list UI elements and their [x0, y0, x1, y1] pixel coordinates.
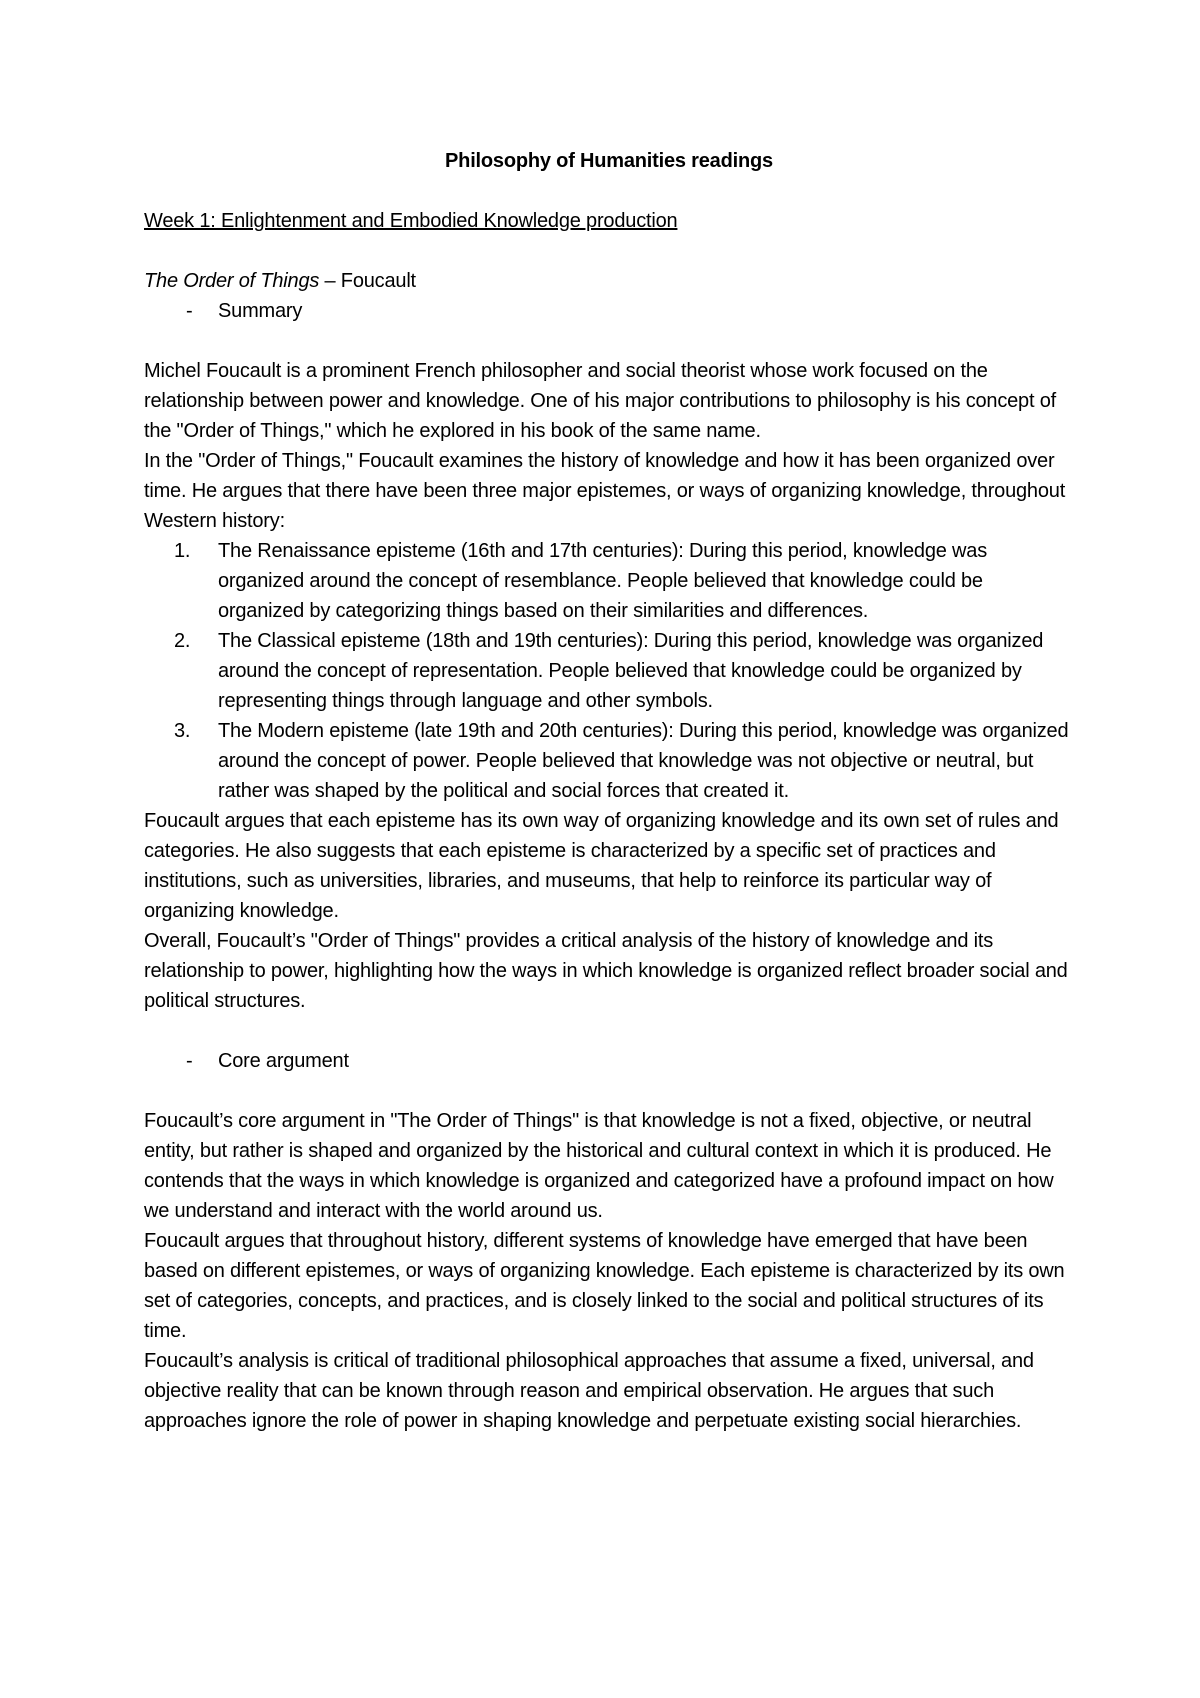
list-number: 3. [174, 720, 191, 742]
summary-paragraph: In the "Order of Things," Foucault examines the history of knowledge and how it has been organized over time. He argues that there have been three major epistemes, or ways of organizing knowledge, throughout Western history: [144, 450, 1066, 532]
reading-title [144, 266, 1074, 296]
summary-paragraph: Foucault argues that each episteme has its own way of organizing knowledge and its own set of rules and categories. He also suggests that each episteme is characterized by a specific set of practices and institutions, such as universities, libraries, and museums, that help to reinforce its particular way of organizing knowledge. [144, 810, 1059, 922]
core-paragraph: Foucault’s analysis is critical of traditional philosophical approaches that assume a fixed, universal, and objective reality that can be known through reason and empirical observation. He argues that such approaches ignore the role of power in shaping knowledge and perpetuate existing social hierarchies. [144, 1350, 1034, 1432]
spacer [144, 326, 1074, 356]
reading-title-italic: The Order of Things [144, 270, 320, 292]
dash-bullet: - [186, 300, 193, 322]
list-number: 2. [174, 630, 191, 652]
list-item-text: The Renaissance episteme (16th and 17th centuries): During this period, knowledge was organized around the concept of resemblance. People believed that knowledge could be organized by categorizing things based on their similarities and differences. [218, 540, 987, 622]
episteme-list [144, 536, 1074, 806]
summary-label: Summary [218, 300, 303, 322]
dash-bullet: - [186, 1050, 193, 1072]
episteme-list-item [144, 536, 1074, 626]
summary-paragraph: Overall, Foucault’s "Order of Things" provides a critical analysis of the history of knowledge and its relationship to power, highlighting how the ways in which knowledge is organized reflect broader social and political structures. [144, 930, 1068, 1012]
core-paragraph: Foucault’s core argument in "The Order of Things" is that knowledge is not a fixed, objective, or neutral entity, but rather is shaped and organized by the historical and cultural context in which it is produced. He contends that the ways in which knowledge is organized and categorized have a profound impact on how we understand and interact with the world around us. [144, 1110, 1054, 1222]
reading-author: – Foucault [319, 270, 416, 292]
list-item-text: The Modern episteme (late 19th and 20th centuries): During this period, knowledge was organized around the concept of power. People believed that knowledge was not objective or neutral, but rather was shaped by the political and social forces that created it. [218, 720, 1069, 802]
summary-paragraph: Michel Foucault is a prominent French philosopher and social theorist whose work focused on the relationship between power and knowledge. One of his major contributions to philosophy is his concept of the "Order of Things," which he explored in his book of the same name. [144, 360, 1056, 442]
list-item-text: The Classical episteme (18th and 19th centuries): During this period, knowledge was organized around the concept of representation. People believed that knowledge could be organized by representing things through language and other symbols. [218, 630, 1044, 712]
document-title: Philosophy of Humanities readings [445, 150, 773, 172]
episteme-list-item [144, 626, 1074, 716]
episteme-list-item [144, 716, 1074, 806]
list-number: 1. [174, 540, 191, 562]
spacer [144, 1076, 1074, 1106]
section-label-summary [144, 296, 1074, 326]
spacer [144, 1016, 1074, 1046]
core-paragraph: Foucault argues that throughout history, different systems of knowledge have emerged that have been based on different epistemes, or ways of organizing knowledge. Each episteme is characterized by its own set of categories, concepts, and practices, and is closely linked to the social and political structures of its time. [144, 1230, 1065, 1342]
section-label-core-argument [144, 1046, 1074, 1076]
core-argument-label: Core argument [218, 1050, 349, 1072]
week-heading: Week 1: Enlightenment and Embodied Knowledge production [144, 210, 678, 232]
document-body [144, 146, 1074, 1436]
